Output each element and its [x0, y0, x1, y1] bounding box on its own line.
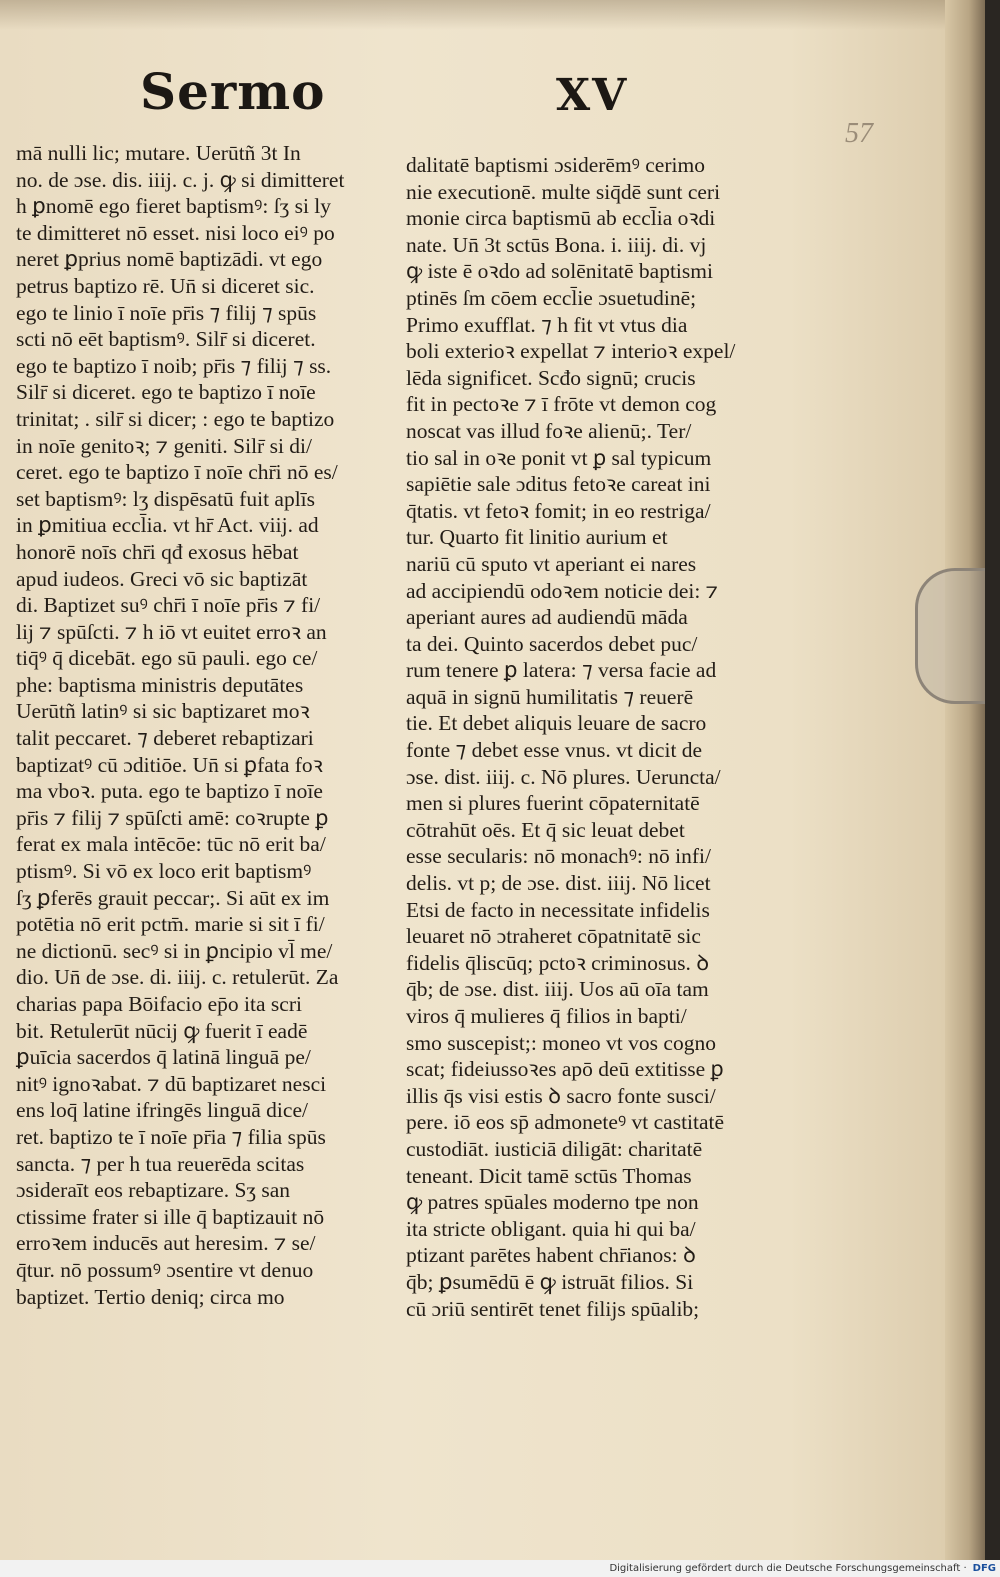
- text-line: ad accipiendū odoꝛem noticie dei: ⁊: [406, 578, 719, 603]
- funding-credit: Digitalisierung gefördert durch die Deutsche Forschungsgemeinschaft ·: [609, 1563, 967, 1574]
- text-line: dalitatē baptismi ɔsiderēmꝰ cerimo: [406, 153, 705, 177]
- text-line: rum tenere ꝑ latera: ⁊ versa facie ad: [406, 658, 717, 683]
- text-line: in noīe genitoꝛ; ⁊ geniti. Silr̄ si di/: [16, 433, 313, 458]
- text-line: baptizet. Tertio deniq; circa mo: [16, 1284, 285, 1309]
- text-line: tur. Quarto fit linitio aurium et: [406, 525, 668, 550]
- text-line: cū ɔriū sentirēt tenet filijs spūalib;: [406, 1296, 700, 1321]
- text-line: ceret. ego te baptizo ī noīe chr̄i nō es/: [16, 460, 338, 485]
- text-line: fit in pectoꝛe ⁊ ī frōte vt demon cog: [406, 392, 717, 417]
- text-line: charias papa Bōifacio ep̄o ita scri: [16, 992, 302, 1016]
- digitization-footer: [0, 1560, 1000, 1577]
- text-line: ens loq̄ latine ifringēs linguā dice/: [16, 1098, 308, 1123]
- text-line: h ꝑnomē ego fieret baptismꝰ: ſʒ si ly: [16, 194, 332, 219]
- text-line: fidelis q̄liscūq; pctoꝛ criminosus. ꝺ: [406, 950, 710, 975]
- running-title-left: Sermo: [140, 62, 326, 121]
- text-line: fonte ⁊ debet esse vnus. vt dicit de: [406, 738, 703, 763]
- text-line: ptismꝰ. Si vō ex loco erit baptismꝰ: [16, 859, 312, 884]
- dfg-logo: DFG: [972, 1563, 996, 1574]
- text-line: ɔse. dist. iiij. c. Nō plures. Ueruncta/: [406, 764, 721, 789]
- text-line: in ꝑmitiua eccl̄ia. vt hr̄ Act. viij. ad: [16, 513, 319, 538]
- text-line: monie circa baptismū ab eccl̄ia oꝛdi: [406, 206, 716, 231]
- text-line: honorē noīs chr̄i qđ exosus hēbat: [16, 539, 299, 564]
- text-line: ptinēs ſm cōem eccl̄ie ɔsuetudinē;: [406, 285, 697, 310]
- text-line: no. de ɔse. dis. iiij. c. j. ꝙ si dimitteret: [16, 167, 345, 192]
- text-line: dio. Un̄ de ɔse. di. iiij. c. retulerūt. Za: [16, 965, 339, 990]
- text-line: erroꝛem inducēs aut heresim. ⁊ se/: [16, 1231, 316, 1256]
- text-line: lij ⁊ spūſcti. ⁊ h iō vt euitet erroꝛ an: [16, 619, 327, 644]
- text-line: aquā in signū humilitatis ⁊ reuerē: [406, 684, 694, 709]
- text-line: ſʒ ꝑferēs grauit peccar;. Si aūt ex im: [16, 885, 330, 910]
- text-line: smo suscepist;: moneo vt vos cogno: [406, 1030, 716, 1055]
- text-line: esse secularis: nō monachꝰ: nō infi/: [406, 844, 711, 869]
- text-line: petrus baptizo rē. Un̄ si diceret sic.: [16, 273, 315, 298]
- text-line: lēda significet. Scđo signū; crucis: [406, 365, 696, 390]
- text-line: q̄b; ꝑsumēdū ē ꝙ istruāt filios. Si: [406, 1269, 694, 1294]
- page-edge: [945, 0, 985, 1560]
- text-line: nariū cū sputo vt aperiant ei nares: [406, 551, 697, 576]
- text-line: mā nulli lic; mutare. Uerū​tñ 3t In: [16, 141, 301, 165]
- text-line: Primo exufflat. ⁊ h fit vt vtus dia: [406, 312, 688, 337]
- text-line: Uerūtñ latinꝰ si sic baptizaret moꝛ: [16, 699, 310, 724]
- text-line: tie. Et debet aliquis leuare de sacro: [406, 711, 707, 736]
- text-line: leuaret nō ɔtraheret cōpatnitatē sic: [406, 924, 701, 949]
- text-line: pere. iō eos sp̄ admoneteꝰ vt castitatē: [406, 1110, 725, 1135]
- text-line: q̄tatis. vt fetoꝛ fomit; in eo restriga/: [406, 498, 711, 523]
- left-text-column: [16, 140, 391, 1310]
- text-line: phe: baptisma ministris deputātes: [16, 672, 304, 697]
- text-line: ɔsideraīt eos rebaptizare. Sʒ san: [16, 1178, 290, 1203]
- text-line: scti nō eēt baptismꝰ. Silr̄ si diceret.: [16, 327, 316, 352]
- text-line: men si plures fuerint cōpaternitatē: [406, 791, 700, 816]
- text-line: illis q̄s visi estis ꝺ sacro fonte susci/: [406, 1083, 716, 1108]
- text-line: pr̄is ⁊ filij ⁊ spūſcti amē: coꝛrupte ꝑ: [16, 805, 329, 830]
- text-line: ferat ex mala intēcōe: tūc nō erit ba/: [16, 832, 326, 857]
- text-line: ꝑuīcia sacerdos q̄ latinā linguā pe/: [16, 1045, 311, 1070]
- text-line: ma vboꝛ. puta. ego te baptizo ī noīe: [16, 779, 323, 804]
- text-line: nate. Un̄ 3t sctūs Bona. i. iiij. di. vj: [406, 232, 707, 257]
- text-line: nitꝰ ignoꝛabat. ⁊ dū baptizaret nesci: [16, 1071, 327, 1096]
- text-line: ita stricte obligant. quia hi qui ba/: [406, 1216, 696, 1241]
- text-line: potētia nō erit pctm̄. marie si sit ī fi/: [16, 912, 325, 937]
- text-line: ret. baptizo te ī noīe pr̄ia ⁊ filia spūs: [16, 1124, 326, 1149]
- text-line: ctissime frater si ille q̄ baptizauit nō: [16, 1204, 325, 1229]
- running-title-right: XV: [556, 70, 629, 121]
- text-line: teneant. Dicit tamē sctūs Thomas: [406, 1163, 692, 1188]
- text-line: bit. Retulerūt nūcij ꝙ fuerit ī eadē: [16, 1018, 308, 1043]
- text-line: nie executionē. multe siq̄dē sunt ceri: [406, 179, 721, 204]
- text-line: ne dictionū. secꝰ si in ꝑncipio vl̄ me/: [16, 938, 333, 963]
- text-line: ꝙ iste ē oꝛdo ad solēnitatē baptismi: [406, 259, 713, 284]
- text-line: Etsi de facto in necessitate infidelis: [406, 897, 710, 922]
- text-line: Silr̄ si diceret. ego te baptizo ī noīe: [16, 380, 316, 405]
- text-line: ego te linio ī noīe pr̄is ⁊ filij ⁊ spūs: [16, 300, 317, 325]
- text-line: sancta. ⁊ per h tua reuerēda scitas: [16, 1151, 305, 1176]
- text-line: ta dei. Quinto sacerdos debet puc/: [406, 631, 698, 656]
- text-line: delis. vt p; de ɔse. dist. iiij. Nō licet: [406, 871, 711, 896]
- text-line: tiq̄ꝰ q̄ dicebāt. ego sū pauli. ego ce/: [16, 646, 318, 671]
- page-clip: [915, 568, 985, 704]
- text-line: tio sal in oꝛe ponit vt ꝑ sal typicum: [406, 445, 712, 470]
- text-line: di. Baptizet suꝰ chr̄i ī noīe pr̄is ⁊ fi/: [16, 593, 321, 618]
- text-line: aperiant aures ad audiendū māda: [406, 605, 688, 630]
- text-line: set baptismꝰ: lʒ dispēsatū fuit aplīs: [16, 486, 316, 511]
- text-line: q̄b; de ɔse. dist. iiij. Uos aū oīa tam: [406, 977, 709, 1002]
- right-text-column: [406, 152, 781, 1322]
- text-line: ptizant parētes habent chr̄ianos: ꝺ: [406, 1243, 696, 1268]
- text-line: neret ꝑprius nomē baptizādi. vt ego: [16, 247, 323, 272]
- page-top-shadow: [0, 0, 985, 30]
- text-line: cōtrahūt oēs. Et q̄ sic leuat debet: [406, 817, 685, 842]
- text-line: baptizatꝰ cū ɔditiōe. Un̄ si ꝑfata foꝛ: [16, 752, 323, 777]
- text-line: q̄tur. nō possumꝰ ɔsentire vt denuo: [16, 1257, 314, 1282]
- text-line: apud iudeos. Greci vō sic baptizāt: [16, 566, 308, 591]
- text-line: scat; fideiussoꝛes apō deū extitisse ꝑ: [406, 1057, 724, 1082]
- folio-number: 57: [845, 118, 873, 149]
- text-line: ego te baptizo ī noib; pr̄is ⁊ filij ⁊ ss.: [16, 353, 332, 378]
- text-line: trinitat; . silr̄ si dicer; : ego te baptizo: [16, 406, 335, 431]
- text-line: sapiētie sale ɔditus fetoꝛe careat ini: [406, 472, 711, 497]
- text-line: viros q̄ mulieres q̄ filios in bapti/: [406, 1004, 687, 1028]
- text-line: boli exterioꝛ expellat ⁊ interioꝛ expel/: [406, 339, 736, 364]
- text-line: noscat vas illud foꝛe alienū;. Ter/: [406, 418, 692, 443]
- text-line: custodiāt. iusticiā diligāt: charitatē: [406, 1136, 703, 1161]
- text-line: talit peccaret. ⁊ deberet rebaptizari: [16, 726, 314, 751]
- text-line: ꝙ patres spūales moderno tpe non: [406, 1190, 699, 1215]
- text-line: te dimitteret nō esset. nisi loco eiꝰ po: [16, 220, 335, 245]
